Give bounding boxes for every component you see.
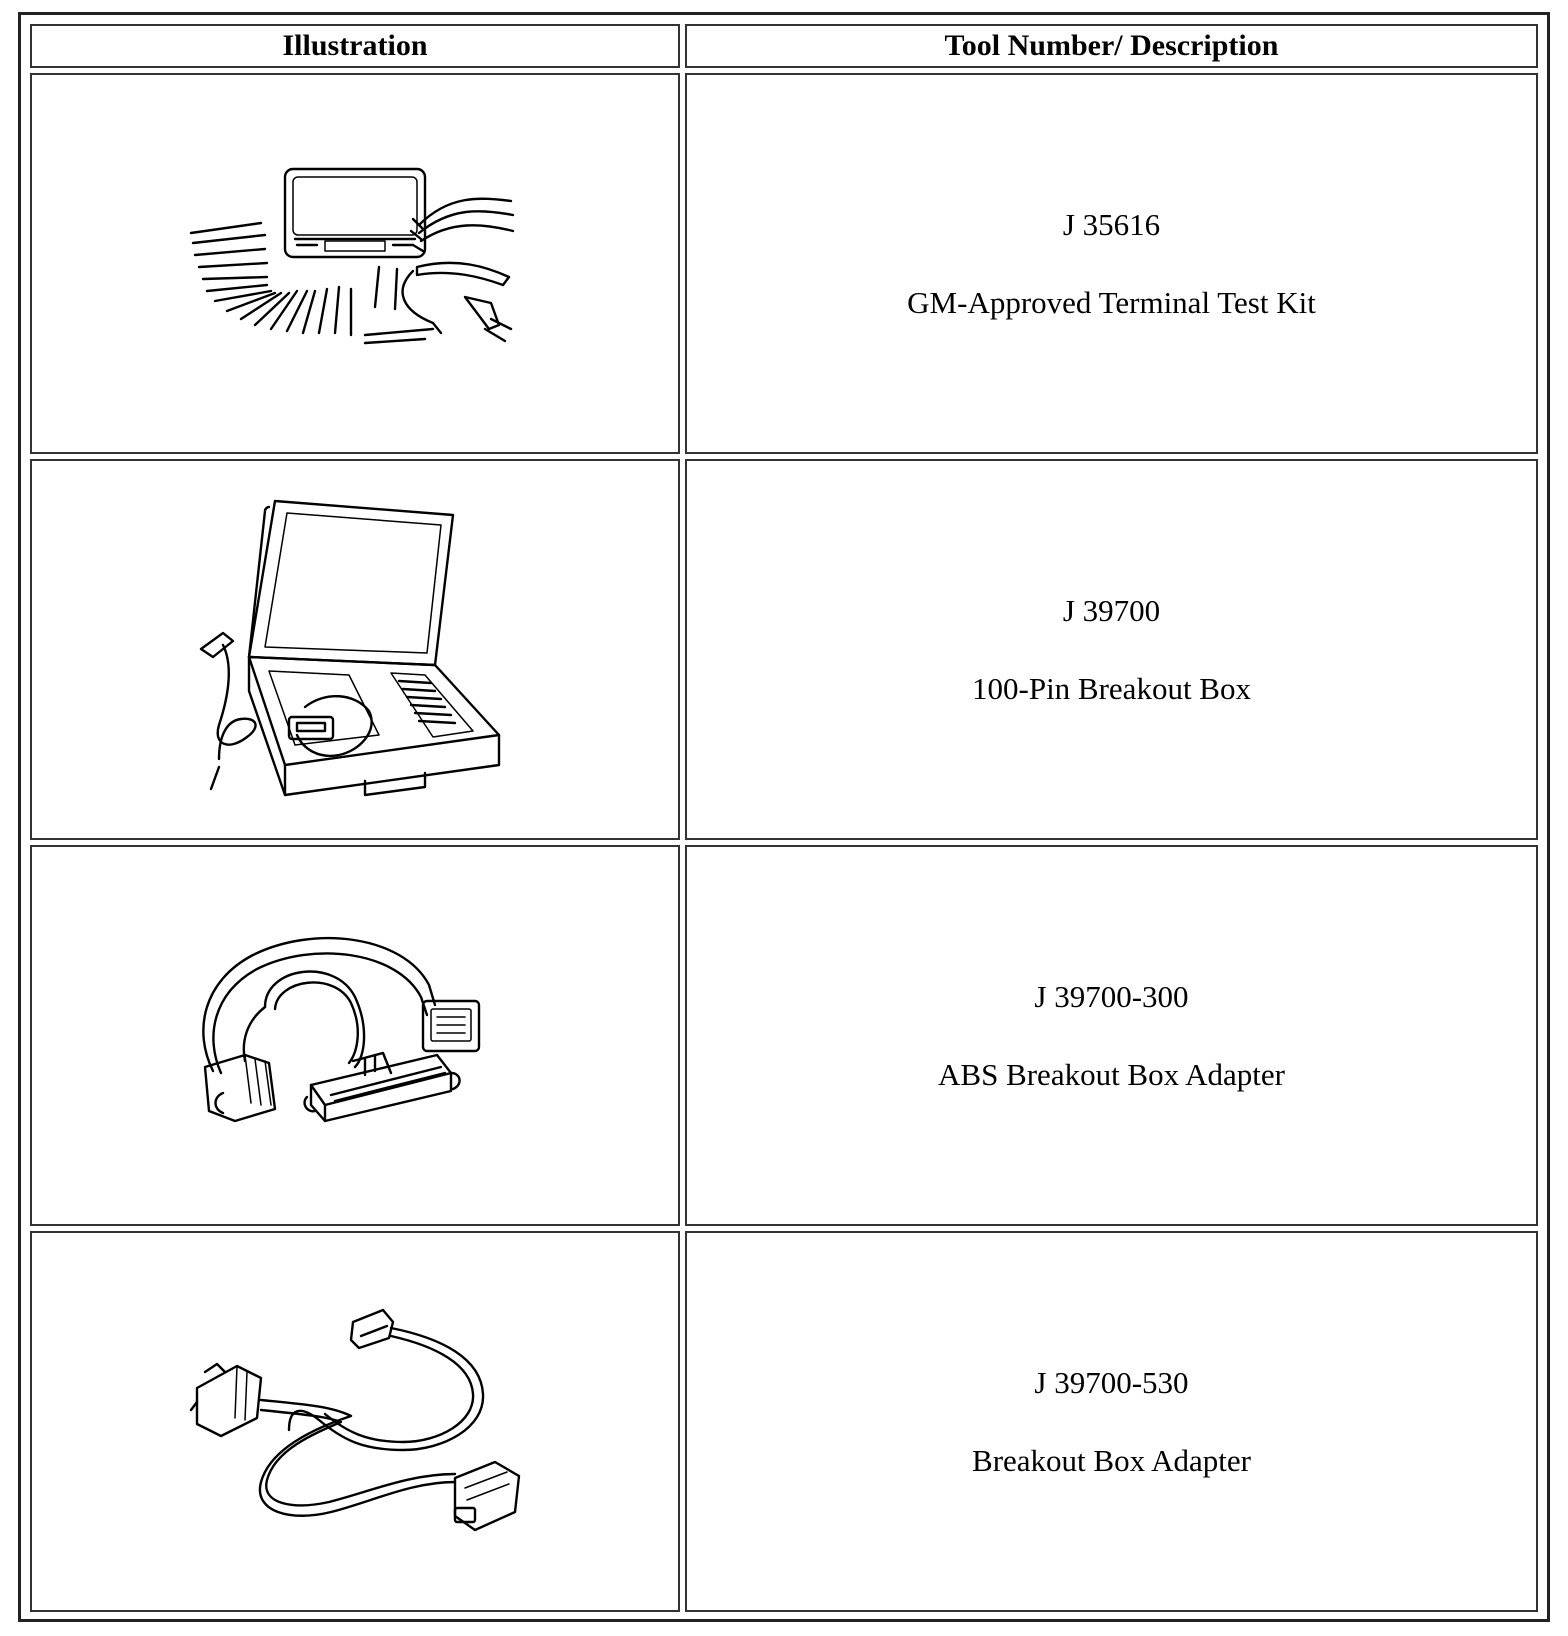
tool-number: J 35616 <box>1062 207 1161 243</box>
special-tools-table <box>25 19 1543 1617</box>
illustration-cell <box>30 459 680 840</box>
table-row <box>30 73 1538 454</box>
description-cell <box>685 845 1538 1226</box>
breakout-adapter-illustration <box>185 1302 525 1542</box>
tool-description: Breakout Box Adapter <box>972 1442 1251 1478</box>
tool-description: ABS Breakout Box Adapter <box>938 1056 1285 1092</box>
tool-description: 100-Pin Breakout Box <box>972 670 1251 706</box>
tool-number: J 39700-300 <box>1034 979 1189 1015</box>
table-row <box>30 1231 1538 1612</box>
breakout-box-illustration <box>195 495 515 805</box>
tool-number: J 39700-530 <box>1034 1365 1189 1401</box>
terminal-test-kit-illustration <box>185 159 525 369</box>
illustration-cell <box>30 845 680 1226</box>
description-cell <box>685 1231 1538 1612</box>
description-header: Tool Number/ Description <box>685 24 1538 68</box>
description-cell <box>685 459 1538 840</box>
illustration-cell <box>30 73 680 454</box>
description-cell <box>685 73 1538 454</box>
illustration-cell <box>30 1231 680 1612</box>
table-row <box>30 459 1538 840</box>
table-row <box>30 845 1538 1226</box>
tool-table-frame <box>18 12 1550 1622</box>
abs-adapter-illustration <box>185 931 525 1141</box>
illustration-header: Illustration <box>30 24 680 68</box>
tool-description: GM-Approved Terminal Test Kit <box>907 284 1316 320</box>
tool-number: J 39700 <box>1062 593 1161 629</box>
table-header-row <box>30 24 1538 68</box>
